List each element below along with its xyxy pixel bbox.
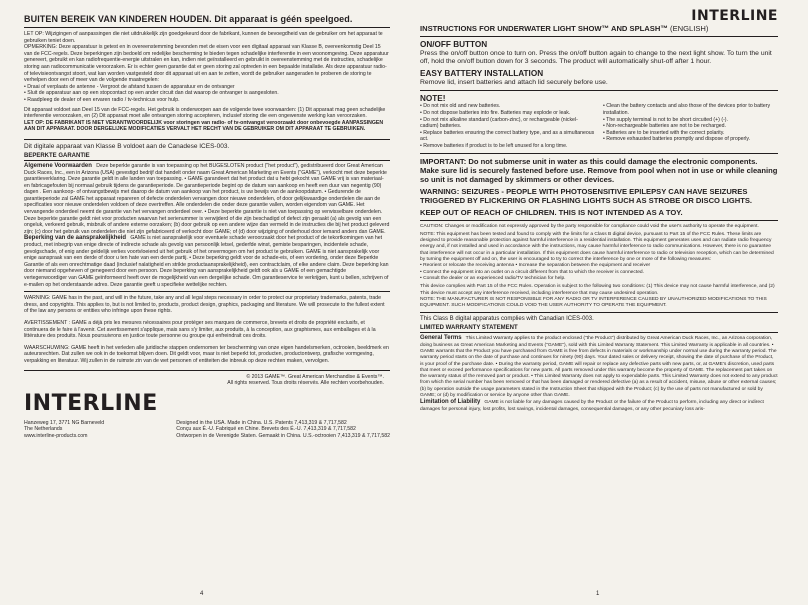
note-columns (420, 103, 778, 149)
divider (420, 220, 778, 221)
interline-logo-top: INTERLINE (691, 8, 778, 24)
battery-text: Remove lid, insert batteries and attach lid securely before use. (420, 78, 608, 86)
note-fcc: NOTE: This equipment has been tested and found to comply with the limits for a Class B digital device, pursuant to Part 15 of the FCC Rules. These limits are designed to provide reasonable protection against harmful interference in a residential installation. This equipment generates uses and can radiate radio frequency energy and, if not installed and used in accordance with the instructions, may cause harmful interference to radio communications. However, there is no guarantee that interference will not occur in a particular installation. If this equipment does cause harmful interference to radio or television reception, which can be determined by turning the equipment off and on, the user is encouraged to try to correct the interference by one or more of the following measures: (420, 231, 774, 263)
fcc-bullet-1: • Reorient or relocate the receiving antenna • Increase the separation between the equipment and receiver (420, 263, 651, 269)
bullet-3: • Raadpleeg de dealer of een ervaren radio / tv-technicus voor hulp. (24, 96, 180, 103)
opmerking: OPMERKING: Deze apparatuur is getest en in overeenstemming bevonden met de eisen voor een digitaal apparaat van Klasse B, overeenkomstig Deel 15 van de FCC-regels. Deze beperkingen zijn bedoeld om redelijke bescherming te bieden tegen schadelijke interferentie in een woonomgeving. Deze apparatuur genereert, gebruikt en kan radiofrequentie-energie uitstralen en kan, indien niet geïnstalleerd en gebruikt in overeenstemming met de instructies, schadelijke storing aan radiocommunicatie veroorzaken. Er is echter geen garantie dat er geen storing zal optreden in een bepaalde installatie. Als deze apparatuur radio- of televisieontvangst stoort, wat kan worden vastgesteld door dit apparaat uit en aan te zetten, wordt de gebruiker aangeraden te proberen de storing te verhelpen door een of meer van de volgende maatregelen: (24, 44, 389, 84)
instructions-title: INSTRUCTIONS FOR UNDERWATER LIGHT SHOW™ AND SPLASH™ (420, 24, 668, 33)
note-col-right (603, 103, 778, 149)
bullet-1: • Draai of verplaats de antenne - Vergroot de afstand tussen de apparatuur en de ontvanger (24, 83, 235, 90)
alg-text: Deze beperkte garantie is van toepassing op het BUGESLOTEN product ("het product"), gedistribueerd door Great American Duck Races, Inc., een in Arizona (USA) gevestigd bedrijf dat handelt onder naam Great American Marketing en Events ("GAME"), verkocht met deze beperkte garantieverklaring. Deze garantie geldt in alle landen van toepassing. • GAME garandeert dat het product dat u hebt gekocht van GAME vrij is van materiaal- en fabricagefouten bij normaal gebruik tijdens de garantieperiode. De garantieperiode begint op de datum van aankoop en heeft een duur van negentig (90) dagen . Een aankoop- of ontvangstbewijs met daarop de datum van aankoop van het product, is uw bewijs van de aankoopdatum. • Gedurende de garantieperiode zal GAME het apparaat repareren of defecte onderdelen vervangen door nieuwe onderdelen, of door gelijkwaardige onderdelen die aan de specificaties voor nieuwe onderdelen voldoen of deze overtreffen. Alle onderdelen die onder deze garantie vallen, worden eigendom van GAME. Het vervangende onderdeel neemt de garantie van het vervangen onderdeel over. • Deze beperkte garantie is niet van toepassing op verwisselbare onderdelen. Deze beperkte garantie geldt niet voor producten waarvan het serienummer is verwijderd of die zijn beschadigd of defect zijn geraakt (a) als gevolg van een ongeluk, verkeerd gebruik, misbruik of andere externe oorzaken; (b) door gebruik op een andere wijze dan vermeld in de instructies die bij het product geleverd zijn; (c) door het gebruik van onderdelen die niet zijn gefabriceerd of verkocht door GAME; of (d) door wijziging of onderhoud door iemand anders dan GAME. (24, 162, 390, 235)
note-left-3: • Do not mix alkaline standard (carbon-zinc), or rechargeable (nickel-cadium) batteries. (420, 116, 578, 130)
algemene-voorwaarden (24, 163, 390, 236)
aans-title: Beperking van de aansprakelijkheid (24, 235, 127, 242)
warranty-title: LIMITED WARRANTY STATEMENT (420, 325, 778, 333)
canada-nl: Dit digitale apparaat van Klasse B voldoet aan de Canadese ICES-003. (24, 142, 230, 150)
battery-title: EASY BATTERY INSTALLATION (420, 69, 544, 78)
note-left-4: • Replace batteries ensuring the correct battery type, and as a simultaneous act. (420, 129, 595, 143)
note-left-1: • Do not mix old and new batteries. (420, 103, 501, 110)
copyright-2: All rights reserved. Tous droits réservés. Alle rechten voorbehouden. (227, 380, 384, 387)
divider (24, 291, 390, 292)
caution: CAUTION: Changes or modification not expressly approved by the party responsible for compliance could void the user's authority to operate the equipment. (420, 223, 759, 229)
onoff-text: Press the on/off button once to turn on. Press the on/off button again to change to the next light show. To turn the unit off, hold the on/off button down for 3 seconds. The product will automatically shut-off after 1 hour. (420, 49, 772, 65)
website: www.interline-products.com (24, 432, 88, 439)
fcc-bullet-3: • Consult the dealer or an experienced radio/TV technician for help. (420, 275, 566, 281)
note-left-2: • Do not dispose batteries into fire. Batteries may explode or leak. (420, 109, 571, 116)
seizure-warning: WARNING: SEIZURES - PEOPLE WITH PHOTOSENSITIVE EPILEPSY CAN HAVE SEIZURES TRIGGERED BY FLICKERING OR FLASHING LIGHTS SUCH AS STROBE OR DISCO LIGHTS. (420, 186, 753, 205)
page-number-right: 1 (596, 591, 600, 597)
aans-text: GAME is niet aansprakelijk voor eventuele schade veroorzaakt door het product of de tekortkomingen van het product, met inbegrip van enige directe of indirecte schade als gevolg van persoonlijk letsel, gederfde winst, gemiste besparingen, incidentele schade, gevolgschade, of enig ander geldelijk verlies voortvloeiend uit het gebruik of het onvermogen om het product te gebruiken. GAME is niet aansprakelijk voor enige aanspraak van een derde of door u ten hate van een derde partij. • Deze beperking geldt voor de schade-eis, of een vordering, onder deze Beperkte Garantie of als een onrechtmatige daad (inclusief nalatigheid en strikte productaansprakelijkheid), een contractclaim, of elke andere claim. Deze beperking kan door niemand opgeheven of genegeerd door een persoon. Deze beperking van aansprakelijkheid geldt ook als u GAME of een gemachtigde vertegenwoordiger van GAME geïnformeerd heeft over de mogelijkheid van een dergelijke schade. Om garantieservice te verkrijgen, kunt u bellen, schrijven of e-mailen op het onderstaande adres. Deze garantie geeft u specifieke wettelijke rechten. (24, 235, 389, 288)
classb-canada: This Class B digital apparatus complies with Canadian ICES-003. (420, 316, 594, 323)
divider (420, 153, 778, 154)
divider (420, 312, 778, 313)
divider (24, 139, 390, 140)
general-title: General Terms (420, 335, 462, 342)
onoff-title: ON/OFF BUTTON (420, 40, 488, 49)
warning-fr: AVERTISSEMENT : GAME a déjà pris les mesures nécessaires pour protéger ses marques de commerce, brevets et droits de propriété exclusifs, et continuera de le faire à l'avenir. Cet avertissement s'applique, mais sans s'y limiter, aux produits, à la conception, aux graphismes, aux emballages et à la littérature des produits. Nous poursuivrons en justice toute personne ou groupe qui enfreindrait ces droits. (24, 319, 376, 340)
note-manufacturer: NOTE: THE MANUFACTURER IS NOT RESPONSIBLE FOR ANY RADIO OR TV INTERFERENCE CAUSED BY UNAUTHORIZED MODIFICATIONS TO THIS EQUIPMENT. SUCH MODIFICATIONS COULD VOID THE USER AUTHORITY TO OPERATE THE EQUIPMENT. (420, 296, 767, 309)
interline-logo: INTERLINE (24, 390, 158, 416)
right-page (404, 0, 808, 605)
warning-en: WARNING: GAME has in the past, and will in the future, take any and all legal steps necessary in order to protect our proprietary trademarks, patents, trade dress, and copyrights. This applies to, but is not limited to, products, product design, graphics, packaging and literature. We will prosecute to the fullest extent of the law any persons or entities who infringe upon these rights. (24, 295, 385, 315)
divider (24, 370, 390, 371)
address (24, 420, 104, 440)
instructions-header (420, 24, 778, 33)
address-line-1: Hanzeweg 17, 3771 NG Barneveld (24, 419, 105, 426)
origin-patents (176, 420, 390, 440)
note-right-4: • Batteries are to be inserted with the correct polarity. (603, 129, 725, 136)
note-right-3: • Non-rechargeable batteries are not to be recharged. (603, 123, 726, 130)
general-text: This Limited Warranty applies to the product enclosed ("the Product") distributed by Great American Duck Races, Inc., an Arizona corporation, doing business as Great American Marketing and Events ("GAME"), sold with this Limited Warranty Statement. This Limited Warranty is applicable in all countries. • GAME warrants that the Product you have purchased from GAME is free from defects in materials or workmanship under normal use during the warranty period. The warranty period starts on the date of purchase and continues for ninety (90) days. Your dated sales or delivery receipt, showing the date of purchase of the Product, is your proof of the purchase date. • During the warranty period, GAME will repair or replace any defective parts with new parts, or, at GAME's discretion, used parts that meet or exceed performance specifications for new parts. All parts removed under this warranty become the property of GAME. The replacement part takes on the warranty status of the removed part or product. • This Limited Warranty does not apply to expendable parts. This Limited Warranty does not extend to any product from which the serial number has been removed or that has been damaged or rendered defective (a) as a result of accident, misuse, abuse or other external causes; (b) by operation outside the usage parameters stated in the Instruction Sheet that shipped with the Product; (c) by the use of parts not manufactured or sold by GAME; or (d) by modification or service by anyone other than GAME. (420, 336, 778, 399)
liability-text: GAME is not liable for any damages caused by the Product or the failure of the Product to perform, including any direct or indirect damages for personal injury, lost profits, lost savings, incidental damages, consequential damages, or any other pecuniary loss aris- (420, 400, 764, 412)
copyright-1: © 2013 GAME™. Great American Merchandise & Events™. (246, 373, 384, 380)
alg-title: Algemene Voorwaarden (24, 162, 92, 169)
letop-2: LET OP: DE FABRIKANT IS NIET VERANTWOORDELIJK voor storingen van radio- of tv-ontvangst veroorzaakt door onbevoegde AANPASSINGEN AAN DIT APPARAAT. DOOR DERGELIJKE MODIFICATIES VERVALT HET RECHT VAN DE GEBRUIKER OM DIT APPARAAT TE GEBRUIKEN. (24, 119, 384, 133)
note-right-5: • Remove exhausted batteries promptly and dispose of properly. (603, 136, 751, 143)
divider (420, 36, 778, 37)
note-left-5: • Remove batteries if product is to be left unused for a long time. (420, 142, 568, 149)
garantie-title: BEPERKTE GARANTIE (24, 153, 390, 161)
warning-nl: WAARSCHUWING: GAME heeft in het verleden alle juridische stappen ondernomen ter bescherming van onze eigen handelsmerken, octrooien, beeldmerk en auteursrechten. Dat zullen we ook in de toekomst blijven doen. Dit geldt voor, maar is niet beperkt tot, producten, productontwerp, grafische vormgeving, verpakking en literatuur. Wij zullen in de ruimste zin van de wet personen of entiteiten die inbreuk op deze rechten maken, vervolgen. (24, 344, 389, 364)
aansprakelijkheid (24, 235, 390, 288)
part15: This device complies with Part 15 of the FCC Rules. Operation is subject to the following two conditions: (1) This device may not cause harmful interference, and (2) This device must accept any interference received, including interference that may cause undesired operation. (420, 284, 775, 296)
liability-title: Limitation of Liability (420, 399, 481, 406)
copyright (24, 374, 390, 387)
keep-out-warning: KEEP OUT OF REACH OF CHILDREN. THIS IS NOT INTENDED AS A TOY. (420, 207, 683, 217)
left-footer (24, 420, 390, 440)
note-right-2: • The supply terminal is not to be short circuited (+) (-). (603, 116, 728, 123)
bullet-2: • Sluit de apparatuur aan op een stopcontact op een ander circuit dan dat waarop de ontvanger is aangesloten. (24, 90, 279, 97)
letop-1: LET OP: Wijzigingen of aanpassingen die niet uitdrukkelijk zijn goedgekeurd door de fabrikant, kunnen de bevoegdheid van de gebruiker om het apparaat te gebruiken teniet doen. (24, 31, 383, 44)
design-nl: Ontworpen in de Verenigde Staten. Gemaakt in China. U.S.-octrooien 7,413,319 & 7,717,582 (176, 432, 390, 439)
note-title: NOTE! (420, 93, 446, 103)
page-number-left: 4 (200, 591, 204, 597)
note-right-1: • Clean the battery contacts and also those of the devices prior to battery installation. (603, 103, 771, 116)
design-en: Designed in the USA. Made in China. U.S. Patents 7,413,319 & 7,717,582 (176, 419, 347, 426)
address-line-2: The Netherlands (24, 426, 63, 433)
note-col-left (420, 103, 595, 149)
language-label: (ENGLISH) (670, 24, 709, 33)
design-fr: Conçu aux É.-U. Fabriqué en Chine. Brevets des É.-U. 7,413,319 & 7,717,582 (176, 426, 356, 433)
limitation-liability (420, 399, 778, 413)
left-header: BUITEN BEREIK VAN KINDEREN HOUDEN. Dit apparaat is géén speelgoed. (24, 14, 353, 24)
divider (420, 90, 778, 91)
general-terms (420, 335, 778, 399)
fcc15-nl: Dit apparaat voldoet aan Deel 15 van de FCC-regels. Het gebruik is onderworpen aan de volgende twee voorwaarden: (1) Dit apparaat mag geen schadelijke interferentie veroorzaken, en (2) Dit apparaat moet alle ontvangen storing accepteren, inclusief storing die een ongewenste werking kan veroorzaken. (24, 106, 386, 120)
important-warning: IMPORTANT: Do not submerse unit in water as this could damage the electronic components. Make sure lid is securely fastened before use. Remove from pool when not in use or while cleaning so unit is not damaged by skimmers or other devices. (420, 156, 778, 184)
divider (24, 27, 390, 28)
fcc-bullet-2: • Connect the equipment into an outlet on a circuit different from that to which the receiver is connected. (420, 269, 644, 275)
